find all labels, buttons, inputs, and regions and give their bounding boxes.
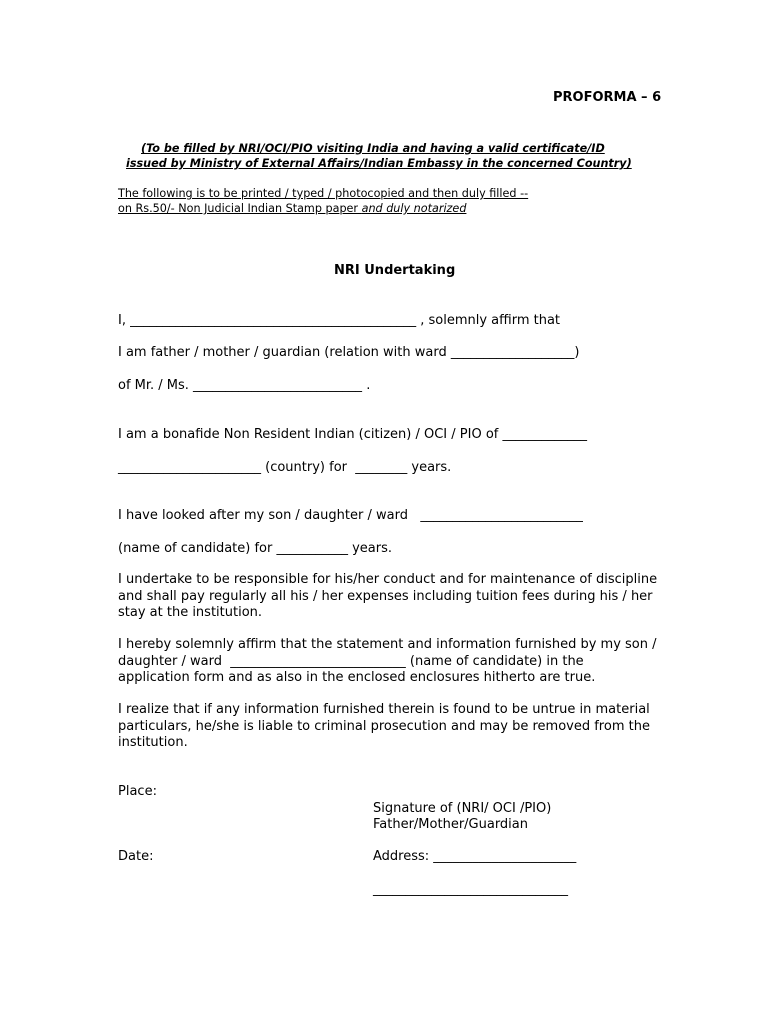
instruction-plain: on Rs.50/- Non Judicial Indian Stamp paper: [118, 202, 362, 215]
subtitle-line-2: issued by Ministry of External Affairs/Indian Embassy in the concerned Country): [126, 157, 632, 170]
nri-status-line: I am a bonafide Non Resident Indian (citizen) / OCI / PIO of _____________: [118, 427, 587, 442]
looked-after-line: I have looked after my son / daughter / ward _________________________: [118, 508, 583, 523]
affirm-para-line-2: daughter / ward ___________________________ (name of candidate) in the: [118, 653, 584, 669]
place-label: Place:: [118, 784, 157, 799]
subtitle-line-1: (To be filled by NRI/OCI/PIO visiting India and having a valid certificate/ID: [141, 142, 605, 155]
affirm-para-line-1: I hereby solemnly affirm that the statement and information furnished by my son /: [118, 637, 657, 652]
realize-paragraph: [118, 702, 666, 752]
realize-line-2: particulars, he/she is liable to criminal prosecution and may be removed from the: [118, 718, 650, 734]
signature-label-2: Father/Mother/Guardian: [373, 817, 529, 832]
affirm-paragraph: [118, 637, 666, 687]
undertake-line-3: stay at the institution.: [118, 605, 263, 620]
affirm-para-line-3: application form and as also in the enclosed enclosures hitherto are true.: [118, 670, 596, 685]
affirm-line: I, ____________________________________________ , solemnly affirm that: [118, 313, 561, 328]
address-line-1: Address: ______________________: [373, 849, 577, 864]
signature-label-1: Signature of (NRI/ OCI /PIO): [373, 801, 552, 816]
ward-name-line: of Mr. / Ms. __________________________ .: [118, 378, 371, 393]
undertake-paragraph: [118, 572, 666, 622]
form-title: NRI Undertaking: [334, 263, 456, 278]
relation-line: I am father / mother / guardian (relation with ward ___________________): [118, 345, 580, 360]
proforma-title: PROFORMA – 6: [553, 90, 662, 105]
instruction-italic: and duly notarized: [361, 202, 467, 215]
instruction-line-2: [118, 201, 466, 216]
realize-line-3: institution.: [118, 735, 188, 750]
realize-line-1: I realize that if any information furnished therein is found to be untrue in material: [118, 702, 650, 717]
date-label: Date:: [118, 849, 154, 864]
undertake-line-2: and shall pay regularly all his / her expenses including tuition fees during his / her: [118, 588, 653, 604]
instruction-line-1: The following is to be printed / typed / photocopied and then duly filled --: [118, 187, 529, 200]
address-line-2: ______________________________: [373, 882, 568, 897]
country-years-line: ______________________ (country) for ________ years.: [118, 460, 452, 475]
undertake-line-1: I undertake to be responsible for his/her conduct and for maintenance of discipline: [118, 572, 658, 587]
candidate-years-line: (name of candidate) for ___________ years.: [118, 541, 393, 556]
